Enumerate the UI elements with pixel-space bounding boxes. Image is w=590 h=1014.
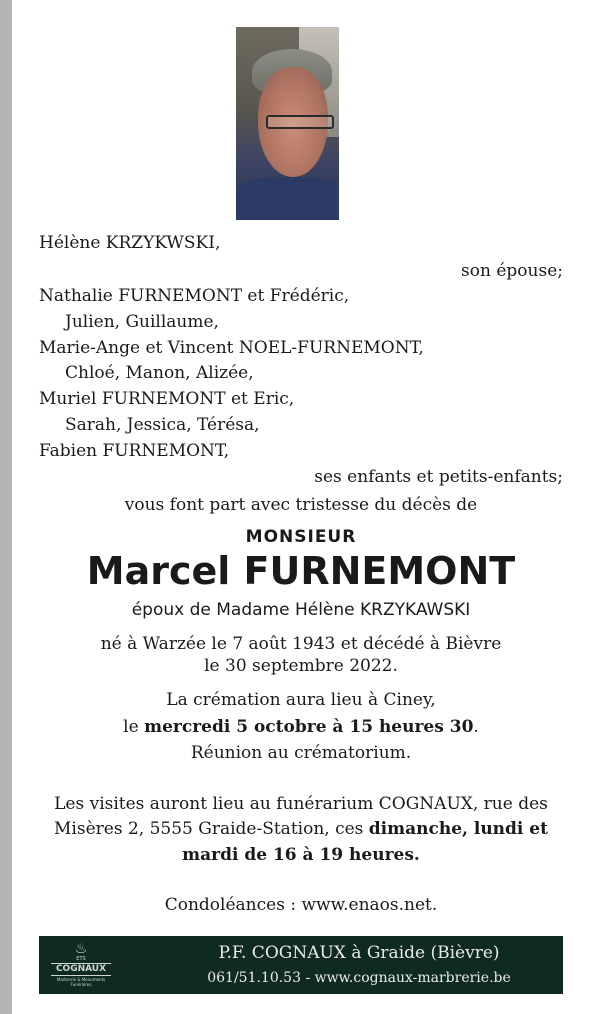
family-grandchildren-1: Julien, Guillaume,: [65, 312, 219, 332]
visits-line-2: [12, 818, 590, 840]
spouse-role: son épouse;: [461, 261, 563, 281]
ceremony-date: mercredi 5 octobre à 15 heures 30: [144, 717, 474, 737]
ceremony-line-2: [12, 716, 590, 738]
visits-line-1: Les visites auront lieu au funérarium COGNAUX, rue des: [54, 794, 548, 814]
family-child-4: Fabien FURNEMONT,: [39, 441, 230, 461]
birth-death-line-2: le 30 septembre 2022.: [204, 656, 398, 676]
family-grandchildren-2: Chloé, Manon, Alizée,: [65, 363, 254, 383]
family-child-2: Marie-Ange et Vincent NOEL-FURNEMONT,: [39, 338, 424, 358]
children-role: ses enfants et petits-enfants;: [314, 467, 563, 487]
deceased-name: Marcel FURNEMONT: [86, 549, 516, 593]
condolences: Condoléances : www.enaos.net.: [164, 895, 438, 915]
portrait-photo: [236, 27, 339, 220]
logo-ets: ETS: [76, 956, 86, 962]
left-margin-bar: [0, 0, 12, 1014]
visits-line-3: [12, 844, 590, 866]
ceremony-line-1: La crémation aura lieu à Ciney,: [166, 690, 436, 710]
family-child-1: Nathalie FURNEMONT et Frédéric,: [39, 286, 350, 306]
visits-days: dimanche, lundi et: [368, 819, 548, 839]
family-grandchildren-3: Sarah, Jessica, Térésa,: [65, 415, 260, 435]
birth-death-line-1: né à Warzée le 7 août 1943 et décédé à Bièvre: [100, 634, 502, 654]
logo-brand: COGNAUX: [51, 963, 111, 976]
family-spouse: Hélène KRZYKWSKI,: [39, 233, 221, 253]
visits-hours: mardi de 16 à 19 heures.: [182, 845, 420, 865]
visits-prefix: Misères 2, 5555 Graide-Station, ces: [54, 819, 369, 839]
family-child-3: Muriel FURNEMONT et Eric,: [39, 389, 295, 409]
ceremony-line-3: Réunion au crématorium.: [190, 743, 412, 763]
cognaux-logo: [47, 942, 115, 988]
deceased-spouse: époux de Madame Hélène KRZYKAWSKI: [131, 600, 471, 620]
funeral-home-contact: 061/51.10.53 - www.cognaux-marbrerie.be: [207, 970, 511, 986]
flame-icon: ♨: [74, 941, 88, 957]
deceased-title: MONSIEUR: [245, 527, 357, 547]
photo-glasses: [266, 115, 334, 129]
funeral-home-name: P.F. COGNAUX à Graide (Bièvre): [218, 943, 500, 963]
logo-subtitle: Marbrerie & Monuments Funéraires: [56, 977, 106, 987]
funeral-home-banner: [39, 936, 563, 994]
ceremony-prefix: le: [123, 717, 145, 737]
photo-sweater: [236, 177, 339, 220]
ceremony-suffix: .: [473, 717, 479, 737]
announcement: vous font part avec tristesse du décès de: [124, 495, 478, 515]
